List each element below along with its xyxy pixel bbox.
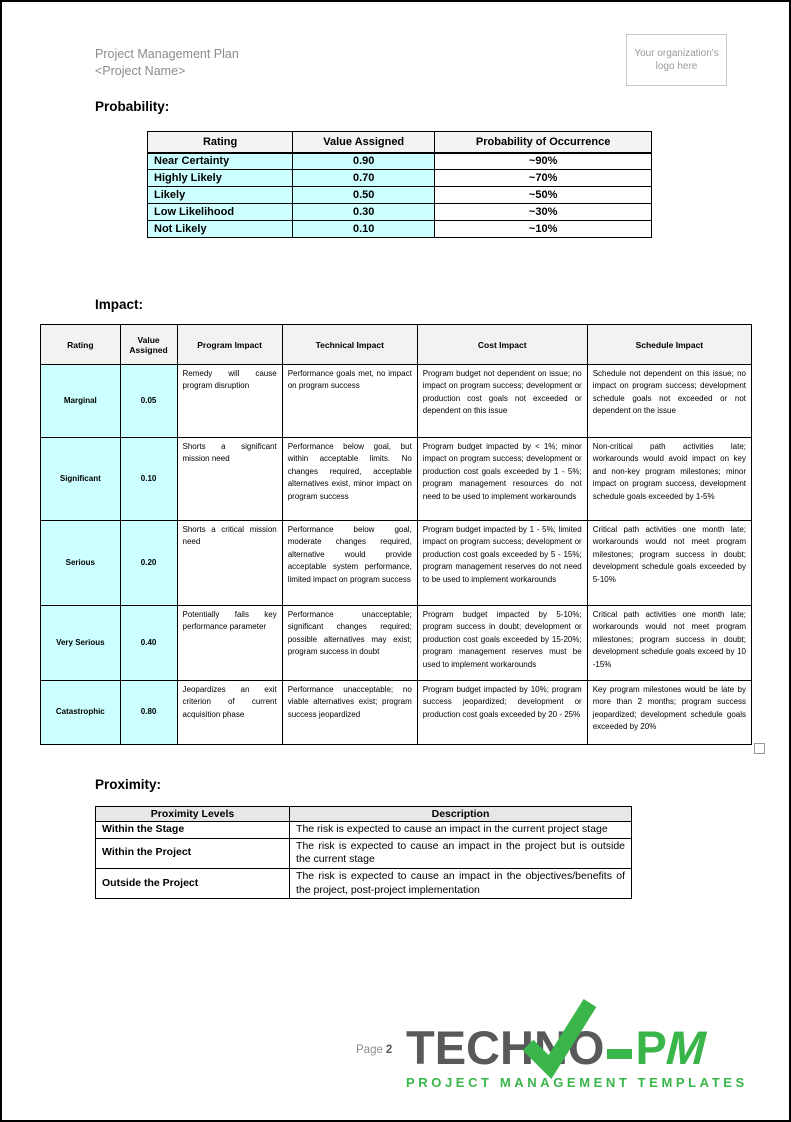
- techno-pm-logo: [406, 1021, 790, 1090]
- table-cell: 0.90: [293, 153, 435, 170]
- table-cell: Outside the Project: [96, 868, 290, 898]
- table-cell: Serious: [41, 521, 121, 606]
- document-title: [95, 46, 239, 80]
- column-header: Proximity Levels: [96, 807, 290, 822]
- table-cell: The risk is expected to cause an impact in the current project stage: [290, 822, 632, 839]
- table-cell: 0.40: [120, 606, 177, 681]
- table-cell: Shorts a significant mission need: [177, 438, 282, 521]
- table-header-row: [148, 132, 652, 153]
- column-header: Schedule Impact: [587, 325, 751, 365]
- table-cell: Performance unacceptable; significant changes required; possible alternatives may exist; program success in doubt: [282, 606, 417, 681]
- table-cell: Within the Project: [96, 838, 290, 868]
- table-cell: Remedy will cause program disruption: [177, 365, 282, 438]
- proximity-heading: Proximity:: [95, 777, 162, 792]
- table-row: [148, 187, 652, 204]
- table-cell: ~10%: [435, 221, 652, 238]
- table-cell: 0.10: [293, 221, 435, 238]
- impact-heading: Impact:: [95, 297, 144, 312]
- table-header-row: [96, 807, 632, 822]
- table-cell: Performance below goal, moderate changes required, alternative would provide acceptable system performance, limited impact on program success: [282, 521, 417, 606]
- table-cell: Non-critical path activities late; workarounds would avoid impact on key and non-key program milestones; minor impact on program success, development schedule goals exceeded by 1-5%: [587, 438, 751, 521]
- table-cell: Program budget not dependent on issue; no impact on program success; development or production cost goals not exceeded or dependent on this issue: [417, 365, 587, 438]
- table-cell: Likely: [148, 187, 293, 204]
- table-cell: Jeopardizes an exit criterion of current acquisition phase: [177, 681, 282, 745]
- page-label-text: Page: [356, 1044, 383, 1056]
- table-cell: Not Likely: [148, 221, 293, 238]
- table-cell: Shorts a critical mission need: [177, 521, 282, 606]
- table-cell: Marginal: [41, 365, 121, 438]
- column-header: Value Assigned: [120, 325, 177, 365]
- column-header: Rating: [41, 325, 121, 365]
- table-cell: 0.20: [120, 521, 177, 606]
- table-row: [41, 521, 752, 606]
- table-row: [41, 681, 752, 745]
- column-header: Program Impact: [177, 325, 282, 365]
- table-row: [148, 153, 652, 170]
- table-cell: Performance unacceptable; no viable alternatives exist; program success jeopardized: [282, 681, 417, 745]
- brand-letter-m: M: [660, 1021, 713, 1074]
- table-cell: 0.50: [293, 187, 435, 204]
- document-title-line2: <Project Name>: [95, 63, 186, 78]
- probability-heading: Probability:: [95, 99, 170, 114]
- table-row: [41, 606, 752, 681]
- table-cell: 0.80: [120, 681, 177, 745]
- table-cell: Low Likelihood: [148, 204, 293, 221]
- page-number: 2: [385, 1044, 393, 1056]
- table-row: [148, 221, 652, 238]
- table-cell: Highly Likely: [148, 170, 293, 187]
- column-header: Description: [290, 807, 632, 822]
- page-number-label: [356, 1044, 392, 1056]
- table-cell: Critical path activities one month late; workarounds would not meet program milestones; program success in doubt; development schedule goals exceeded by 5-10%: [587, 521, 751, 606]
- organization-logo-placeholder: [626, 34, 727, 86]
- table-cell: The risk is expected to cause an impact in the project but is outside the current stage: [290, 838, 632, 868]
- brand-text-o: O: [567, 1021, 605, 1074]
- table-cell: Critical path activities one month late; workarounds would not meet program milestones; program success in doubt; development schedule goals exceed by 10 -15%: [587, 606, 751, 681]
- brand-tagline: PROJECT MANAGEMENT TEMPLATES: [406, 1074, 748, 1090]
- table-cell: Near Certainty: [148, 153, 293, 170]
- table-cell: Key program milestones would be late by more than 2 months; program success jeopardized; development schedule goals exceeded by 20%: [587, 681, 751, 745]
- table-cell: Program budget impacted by < 1%; minor impact on program success; development or production cost goals exceeded by 1 - 5%; program management resources do not need to be used to implement workarounds: [417, 438, 587, 521]
- logo-placeholder-text: Your organization's logo here: [634, 48, 719, 72]
- table-cell: Potentially fails key performance parameter: [177, 606, 282, 681]
- table-cell: 0.30: [293, 204, 435, 221]
- table-row: [41, 365, 752, 438]
- table-cell: Program budget impacted by 5-10%; program success in doubt; development or production cost goals exceeded by 15-20%; program management reserves must be used to implement workarounds: [417, 606, 587, 681]
- table-cell: Schedule not dependent on this issue; no impact on program success; development schedule goals not exceeded or not dependent on the issue: [587, 365, 751, 438]
- table-cell: Performance goals met, no impact on program success: [282, 365, 417, 438]
- column-header: Value Assigned: [293, 132, 435, 153]
- table-cell: Performance below goal, but within acceptable limits. No changes required, acceptable alternatives exist, minor impact on program success: [282, 438, 417, 521]
- table-cell: Significant: [41, 438, 121, 521]
- table-cell: ~70%: [435, 170, 652, 187]
- table-row: [96, 822, 632, 839]
- table-cell: 0.05: [120, 365, 177, 438]
- table-row: [96, 868, 632, 898]
- column-header: Technical Impact: [282, 325, 417, 365]
- anchor-marker: [754, 743, 765, 754]
- table-cell: ~50%: [435, 187, 652, 204]
- proximity-table: [95, 806, 632, 899]
- table-row: [96, 838, 632, 868]
- brand-dash-icon: [607, 1049, 632, 1059]
- table-cell: 0.70: [293, 170, 435, 187]
- column-header: Cost Impact: [417, 325, 587, 365]
- impact-table: [40, 324, 752, 745]
- column-header: Rating: [148, 132, 293, 153]
- table-cell: The risk is expected to cause an impact in the objectives/benefits of the project, post-project implementation: [290, 868, 632, 898]
- brand-text-tech: TECH: [406, 1021, 534, 1074]
- table-cell: Program budget impacted by 10%; program success jeopardized; development or production cost goals exceeded by 20 - 25%: [417, 681, 587, 745]
- probability-table: [147, 131, 652, 238]
- table-cell: Catastrophic: [41, 681, 121, 745]
- table-header-row: [41, 325, 752, 365]
- table-cell: Program budget impacted by 1 - 5%; limited impact on program success; development or production cost goals exceeded by 5 - 15%; program management reserves do not need to be used to implement workarounds: [417, 521, 587, 606]
- table-cell: ~30%: [435, 204, 652, 221]
- column-header: Probability of Occurrence: [435, 132, 652, 153]
- document-title-line1: Project Management Plan: [95, 47, 239, 61]
- brand-letter-n: [533, 1021, 568, 1074]
- table-cell: Very Serious: [41, 606, 121, 681]
- brand-letter-p: P: [635, 1021, 667, 1074]
- brand-wordmark: [406, 1021, 790, 1074]
- table-cell: Within the Stage: [96, 822, 290, 839]
- table-row: [148, 170, 652, 187]
- table-row: [41, 438, 752, 521]
- table-row: [148, 204, 652, 221]
- brand-n-glyph: N: [533, 1021, 568, 1074]
- table-cell: 0.10: [120, 438, 177, 521]
- table-cell: ~90%: [435, 153, 652, 170]
